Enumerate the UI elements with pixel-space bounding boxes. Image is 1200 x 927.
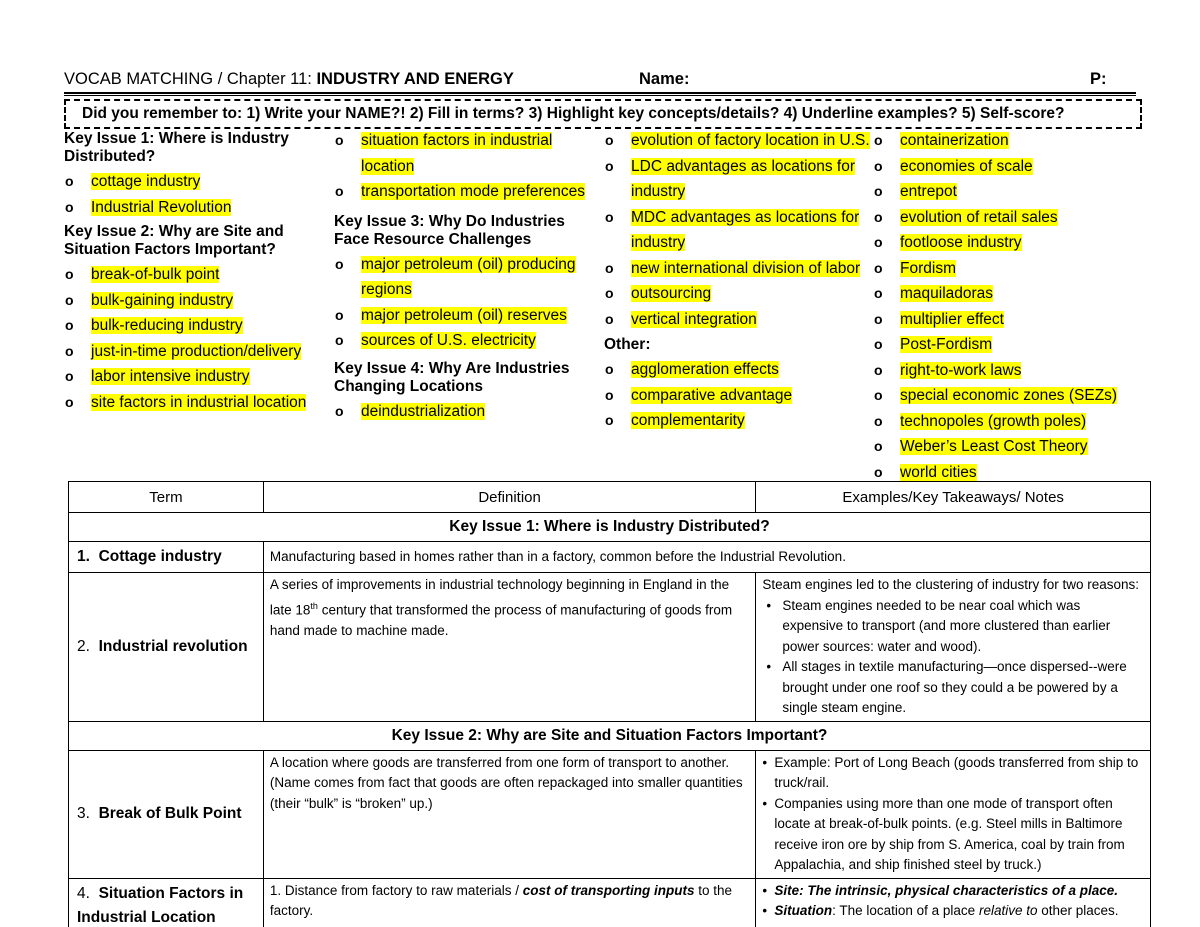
bullet-icon: o: [605, 285, 614, 301]
term-text: world cities: [900, 463, 977, 481]
term-list-item: [604, 307, 874, 333]
term-text: technopoles (growth poles): [900, 412, 1087, 430]
bullet-icon: o: [874, 285, 883, 301]
reminder-box: Did you remember to: 1) Write your NAME?! 2) Fill in terms? 3) Highlight key concepts/details? 4) Underline examples? 5) Self-score?: [64, 99, 1142, 129]
term-list-column-1: [64, 128, 334, 415]
definition-cell: Manufacturing based in homes rather than in a factory, common before the Industrial Revolution.: [263, 542, 1150, 573]
bullet-icon: o: [874, 336, 883, 352]
page-header: [64, 68, 1136, 92]
term-text: economies of scale: [900, 157, 1033, 175]
term-list-item: [64, 169, 334, 195]
term-text: situation factors in industrial location: [361, 132, 553, 175]
bullet-icon: o: [605, 259, 614, 276]
definition-cell: 1. Distance from factory to raw materials / cost of transporting inputs to the factory.: [263, 878, 755, 927]
bullet-icon: o: [874, 259, 883, 276]
term-list-item: [334, 179, 604, 205]
bullet-icon: o: [605, 208, 614, 225]
table-row: [69, 878, 1151, 927]
example-bullet: • All stages in textile manufacturing—once dispersed--were brought under one roof so they could a be powered by a single steam engine.: [766, 659, 1127, 715]
bullet-icon: o: [874, 438, 883, 454]
bullet-icon: o: [605, 361, 614, 377]
term-list-item: [873, 256, 1143, 282]
definition-cell: A series of improvements in industrial technology beginning in England in the late 18th century that transformed the process of manufacturing of goods from hand made to machine made.: [263, 573, 755, 722]
term-list-item: [873, 281, 1143, 307]
term-list-item: [604, 128, 874, 154]
term-list-item: [873, 383, 1143, 409]
term-list-item: [604, 408, 874, 434]
header-rule-thin: [64, 95, 1136, 96]
term-text: vertical integration: [631, 310, 757, 328]
table-row: [69, 573, 1151, 722]
section-heading-key-issue-2: Key Issue 2: Why are Site and Situation Factors Important?: [69, 721, 1151, 750]
term-text: agglomeration effects: [631, 361, 779, 378]
term-text: Post-Fordism: [900, 336, 993, 353]
bullet-icon: o: [605, 132, 614, 148]
term-text: just-in-time production/delivery: [91, 342, 302, 360]
term-list-item: [334, 303, 604, 329]
term-list-column-4: [873, 128, 1143, 485]
examples-cell: [756, 573, 1151, 722]
bullet-icon: o: [65, 368, 74, 384]
bullet-icon: o: [65, 393, 74, 410]
section-heading-key-issue-1: Key Issue 1: Where is Industry Distributed?: [69, 513, 1151, 542]
term-list-item: [604, 256, 874, 282]
example-bullet: • Situation: The location of a place relative to other places.: [762, 903, 1119, 918]
term-text: cottage industry: [91, 173, 201, 190]
bullet-icon: o: [874, 387, 883, 403]
term-text: sources of U.S. electricity: [361, 332, 536, 349]
term-list-item: [64, 288, 334, 314]
term-list-item: [873, 205, 1143, 231]
term-text: LDC advantages as locations for industry: [631, 157, 856, 200]
term-text: transportation mode preferences: [361, 183, 586, 200]
term-list-item: [604, 281, 874, 307]
term-list-item: [64, 390, 334, 416]
name-label: Name:: [639, 70, 690, 88]
other-heading: Other:: [604, 336, 651, 353]
bullet-icon: o: [874, 310, 883, 327]
examples-intro: Steam engines led to the clustering of industry for two reasons:: [762, 577, 1140, 592]
example-bullet: • Example: Port of Long Beach (goods transferred from ship to truck/rail.: [762, 754, 1139, 790]
bullet-icon: o: [605, 386, 614, 403]
term-cell: 2. Industrial revolution: [69, 573, 264, 722]
term-text: major petroleum (oil) producing regions: [361, 255, 576, 298]
term-text: Industrial Revolution: [91, 198, 232, 216]
term-text: multiplier effect: [900, 310, 1004, 328]
term-list-column-3: [604, 128, 874, 434]
bullet-icon: o: [65, 266, 74, 282]
table-row: [69, 750, 1151, 878]
key-issue-2-heading: Key Issue 2: Why are Site and Situation Factors Important?: [64, 223, 284, 258]
term-list-item: [873, 434, 1143, 460]
bullet-icon: o: [65, 173, 74, 189]
term-list-item: [873, 332, 1143, 358]
term-text: break-of-bulk point: [91, 266, 220, 283]
term-text: comparative advantage: [631, 386, 793, 404]
term-text: Fordism: [900, 259, 956, 277]
vocab-table: [68, 481, 1151, 927]
term-text: deindustrialization: [361, 402, 486, 420]
bullet-icon: o: [874, 157, 883, 174]
bullet-icon: o: [335, 402, 344, 419]
term-text: Weber’s Least Cost Theory: [900, 438, 1088, 455]
header-examples: Examples/Key Takeaways/ Notes: [756, 482, 1151, 513]
term-list-item: [334, 252, 604, 303]
term-text: evolution of factory location in U.S.: [631, 132, 870, 149]
bullet-icon: o: [65, 291, 74, 308]
term-text: major petroleum (oil) reserves: [361, 306, 567, 324]
key-issue-1-heading: Key Issue 1: Where is Industry Distributed?: [64, 130, 289, 165]
term-text: complementarity: [631, 412, 745, 429]
bullet-icon: o: [65, 342, 74, 359]
bullet-icon: o: [874, 208, 883, 225]
term-text: new international division of labor: [631, 259, 861, 277]
table-header-row: [69, 482, 1151, 513]
term-list-item: [64, 339, 334, 365]
term-list-item: [64, 364, 334, 390]
bullet-icon: o: [874, 463, 883, 480]
term-text: outsourcing: [631, 285, 712, 302]
term-list-item: [64, 313, 334, 339]
term-text: bulk-reducing industry: [91, 317, 243, 334]
term-list-item: [604, 383, 874, 409]
definition-cell: A location where goods are transferred from one form of transport to another. (Name comes from fact that goods are often repackaged into smaller quantities (their “bulk” is “broken” up.): [263, 750, 755, 878]
term-list-item: [334, 328, 604, 354]
term-cell: 4. Situation Factors in Industrial Location: [69, 878, 264, 927]
term-list-item: [873, 358, 1143, 384]
term-list-item: [64, 262, 334, 288]
examples-cell: [756, 750, 1151, 878]
bullet-icon: o: [874, 361, 883, 378]
bullet-icon: o: [335, 132, 344, 148]
term-list-item: [604, 205, 874, 256]
period-label: P:: [1090, 70, 1107, 88]
term-list-item: [873, 409, 1143, 435]
term-text: footloose industry: [900, 234, 1022, 251]
term-text: right-to-work laws: [900, 361, 1022, 379]
bullet-icon: o: [65, 198, 74, 215]
term-text: site factors in industrial location: [91, 393, 307, 411]
term-list-item: [873, 154, 1143, 180]
bullet-icon: o: [335, 332, 344, 348]
term-list-item: [873, 307, 1143, 333]
bullet-icon: o: [605, 157, 614, 174]
header-rule: [64, 92, 1136, 94]
example-bullet: • Steam engines needed to be near coal which was expensive to transport (and more clustered than earlier power sources: water and wood).: [766, 597, 1111, 654]
term-text: special economic zones (SEZs): [900, 387, 1118, 404]
bullet-icon: o: [874, 183, 883, 199]
bullet-icon: o: [605, 412, 614, 428]
bullet-icon: o: [605, 310, 614, 327]
worksheet-title: VOCAB MATCHING / Chapter 11: INDUSTRY AND ENERGY: [64, 70, 514, 88]
term-cell: 3. Break of Bulk Point: [69, 750, 264, 878]
term-list-item: [64, 195, 334, 221]
term-cell: 1. Cottage industry: [69, 542, 264, 573]
term-list-column-2: [334, 128, 604, 424]
term-text: entrepot: [900, 183, 957, 200]
term-text: evolution of retail sales: [900, 208, 1058, 226]
term-list-item: [873, 179, 1143, 205]
key-issue-4-heading: Key Issue 4: Why Are Industries Changing Locations: [334, 359, 570, 395]
bullet-icon: o: [335, 306, 344, 323]
bullet-icon: o: [65, 317, 74, 333]
term-text: labor intensive industry: [91, 368, 250, 385]
key-issue-3-heading: Key Issue 3: Why Do Industries Face Resource Challenges: [334, 212, 565, 248]
example-bullet: • Site: The intrinsic, physical characteristics of a place.: [762, 882, 1118, 898]
term-text: maquiladoras: [900, 285, 994, 302]
term-list-item: [334, 399, 604, 425]
term-text: MDC advantages as locations for industry: [631, 208, 860, 251]
bullet-icon: o: [874, 412, 883, 429]
term-list-item: [604, 357, 874, 383]
bullet-icon: o: [874, 132, 883, 148]
example-bullet: • Companies using more than one mode of transport often locate at break-of-bulk points. (e.g. Steel mills in Baltimore receive iron ore by ship from S. America, coal by train from Appalachia, and ship finished steel by truck.): [762, 795, 1125, 872]
bullet-icon: o: [335, 255, 344, 272]
bullet-icon: o: [335, 183, 344, 199]
term-list-item: [873, 230, 1143, 256]
examples-cell: [756, 878, 1151, 927]
term-list-item: [334, 128, 604, 179]
bullet-icon: o: [874, 234, 883, 250]
header-term: Term: [69, 482, 264, 513]
term-text: containerization: [900, 132, 1009, 149]
term-text: bulk-gaining industry: [91, 291, 234, 309]
term-list-item: [873, 128, 1143, 154]
table-row: [69, 542, 1151, 573]
header-definition: Definition: [263, 482, 755, 513]
term-list-item: [604, 154, 874, 205]
